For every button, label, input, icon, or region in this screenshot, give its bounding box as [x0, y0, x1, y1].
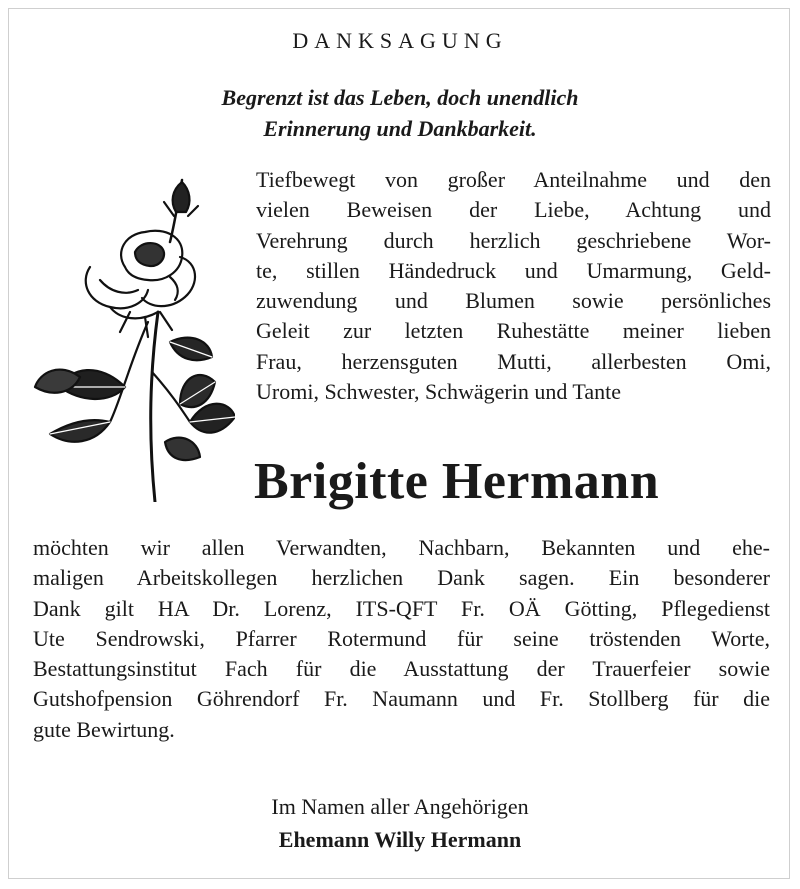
thanks-line: maligen Arbeitskollegen herzlichen Dank sagen. Ein besonderer: [33, 565, 770, 591]
intro-line: Frau, herzensguten Mutti, allerbesten Omi,: [256, 348, 771, 374]
intro-line: Verehrung durch herzlich geschriebene Wor-: [256, 227, 771, 253]
thanks-line: Ute Sendrowski, Pfarrer Rotermund für seine tröstenden Worte,: [33, 625, 770, 651]
signoff-text: Im Namen aller Angehörigen: [271, 794, 529, 819]
thanks-line: gute Bewirtung.: [33, 716, 175, 742]
motto-line: Erinnerung und Dankbarkeit.: [263, 116, 537, 141]
signoff: [0, 790, 800, 856]
thanks-line: Bestattungsinstitut Fach für die Ausstattung der Trauerfeier sowie: [33, 656, 770, 682]
intro-line: Tiefbewegt von großer Anteilnahme und den: [256, 167, 771, 192]
signer-name: Ehemann Willy Hermann: [278, 827, 522, 852]
intro-paragraph: [256, 165, 771, 407]
intro-line: zuwendung und Blumen sowie persönliches: [256, 288, 771, 314]
deceased-name: Brigitte Hermann: [254, 453, 660, 510]
intro-line: vielen Beweisen der Liebe, Achtung und: [256, 197, 771, 223]
thanks-line: Dank gilt HA Dr. Lorenz, ITS-QFT Fr. OÄ Götting, Pflegedienst: [33, 595, 770, 621]
notice-heading: DANKSAGUNG: [292, 28, 508, 53]
thanks-line: möchten wir allen Verwandten, Nachbarn, Bekannten und ehe-: [33, 535, 770, 560]
thanks-line: Gutshofpension Göhrendorf Fr. Naumann und Fr. Stollberg für die: [33, 686, 770, 712]
intro-line: Geleit zur letzten Ruhestätte meiner lieben: [256, 318, 771, 344]
intro-line: te, stillen Händedruck und Umarmung, Geld-: [256, 257, 771, 283]
intro-line: Uromi, Schwester, Schwägerin und Tante: [256, 379, 621, 405]
rose-icon: [30, 172, 235, 502]
motto-line: Begrenzt ist das Leben, doch unendlich: [221, 85, 579, 110]
motto: [0, 82, 800, 144]
thanks-paragraph: [33, 533, 770, 745]
